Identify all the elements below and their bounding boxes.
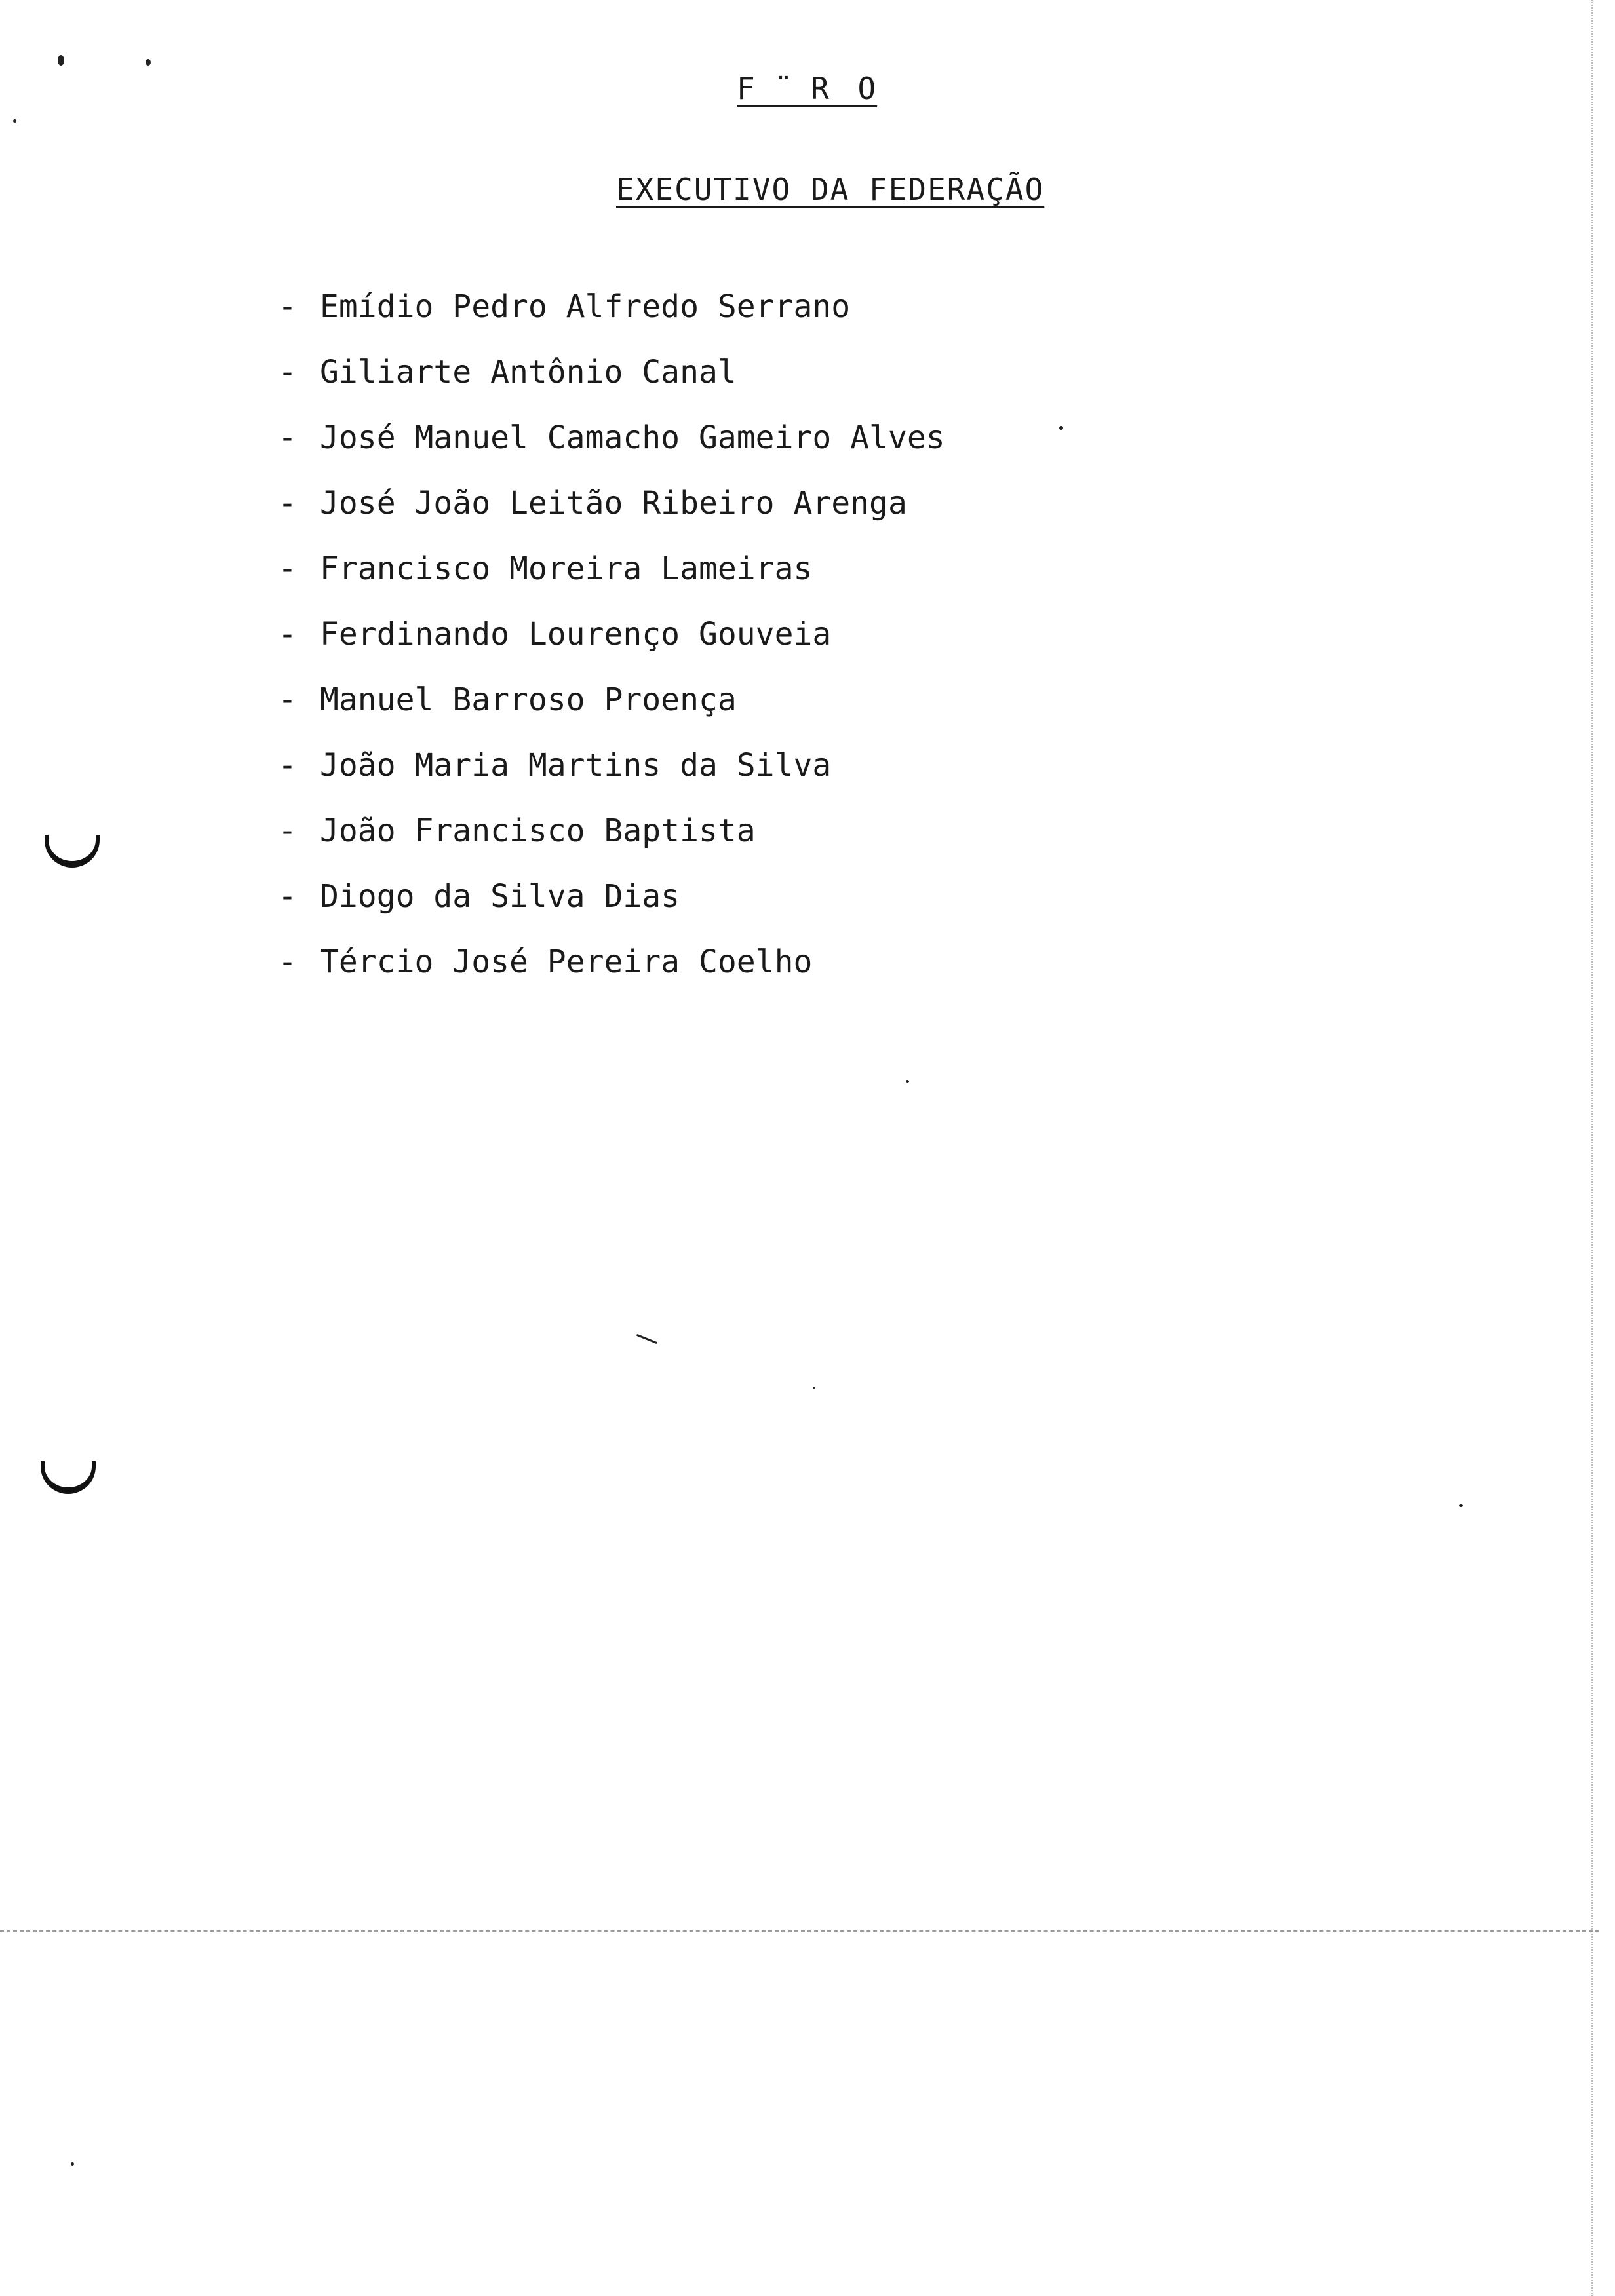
member-name: João Maria Martins da Silva	[320, 747, 832, 784]
list-item	[278, 613, 945, 679]
member-name: Emídio Pedro Alfredo Serrano	[320, 288, 851, 325]
bullet-dash: -	[278, 878, 297, 915]
bullet-dash: -	[278, 616, 297, 653]
member-name: Ferdinando Lourenço Gouveia	[320, 616, 832, 653]
page-edge-mark	[1591, 0, 1593, 2296]
member-name: Giliarte Antônio Canal	[320, 354, 737, 391]
scan-blot-mark	[41, 1461, 96, 1494]
list-item	[278, 679, 945, 744]
scan-speck	[1459, 1504, 1463, 1507]
section-title: EXECUTIVO DA FEDERAÇÃO	[616, 172, 1045, 207]
member-name: José Manuel Camacho Gameiro Alves	[320, 419, 945, 456]
list-item	[278, 351, 945, 417]
scan-speck	[636, 1334, 658, 1345]
list-item	[278, 941, 945, 1006]
scan-speck	[13, 119, 16, 123]
member-name: João Francisco Baptista	[320, 813, 756, 849]
bullet-dash: -	[278, 288, 297, 325]
member-name: Diogo da Silva Dias	[320, 878, 680, 915]
bullet-dash: -	[278, 419, 297, 456]
scan-speck	[1059, 426, 1063, 430]
member-name: José João Leitão Ribeiro Arenga	[320, 485, 907, 522]
scan-speck	[813, 1387, 815, 1389]
member-list	[278, 286, 945, 1006]
bullet-dash: -	[278, 681, 297, 718]
member-name: Francisco Moreira Lameiras	[320, 550, 813, 587]
member-name: Manuel Barroso Proença	[320, 681, 737, 718]
scan-speck	[71, 2162, 74, 2166]
fold-line	[0, 1930, 1599, 1932]
scan-blot-mark	[45, 835, 100, 868]
bullet-dash: -	[278, 485, 297, 522]
bullet-dash: -	[278, 813, 297, 849]
scan-speck	[58, 55, 64, 66]
bullet-dash: -	[278, 944, 297, 980]
list-item	[278, 810, 945, 875]
list-item	[278, 875, 945, 941]
list-item	[278, 744, 945, 810]
scan-speck	[906, 1080, 909, 1083]
bullet-dash: -	[278, 550, 297, 587]
list-item	[278, 482, 945, 548]
list-item	[278, 286, 945, 351]
list-item	[278, 548, 945, 613]
bullet-dash: -	[278, 747, 297, 784]
bullet-dash: -	[278, 354, 297, 391]
page-heading: F ̈ R O	[737, 71, 878, 106]
list-item	[278, 417, 945, 482]
scan-speck	[146, 59, 151, 66]
member-name: Tércio José Pereira Coelho	[320, 944, 813, 980]
